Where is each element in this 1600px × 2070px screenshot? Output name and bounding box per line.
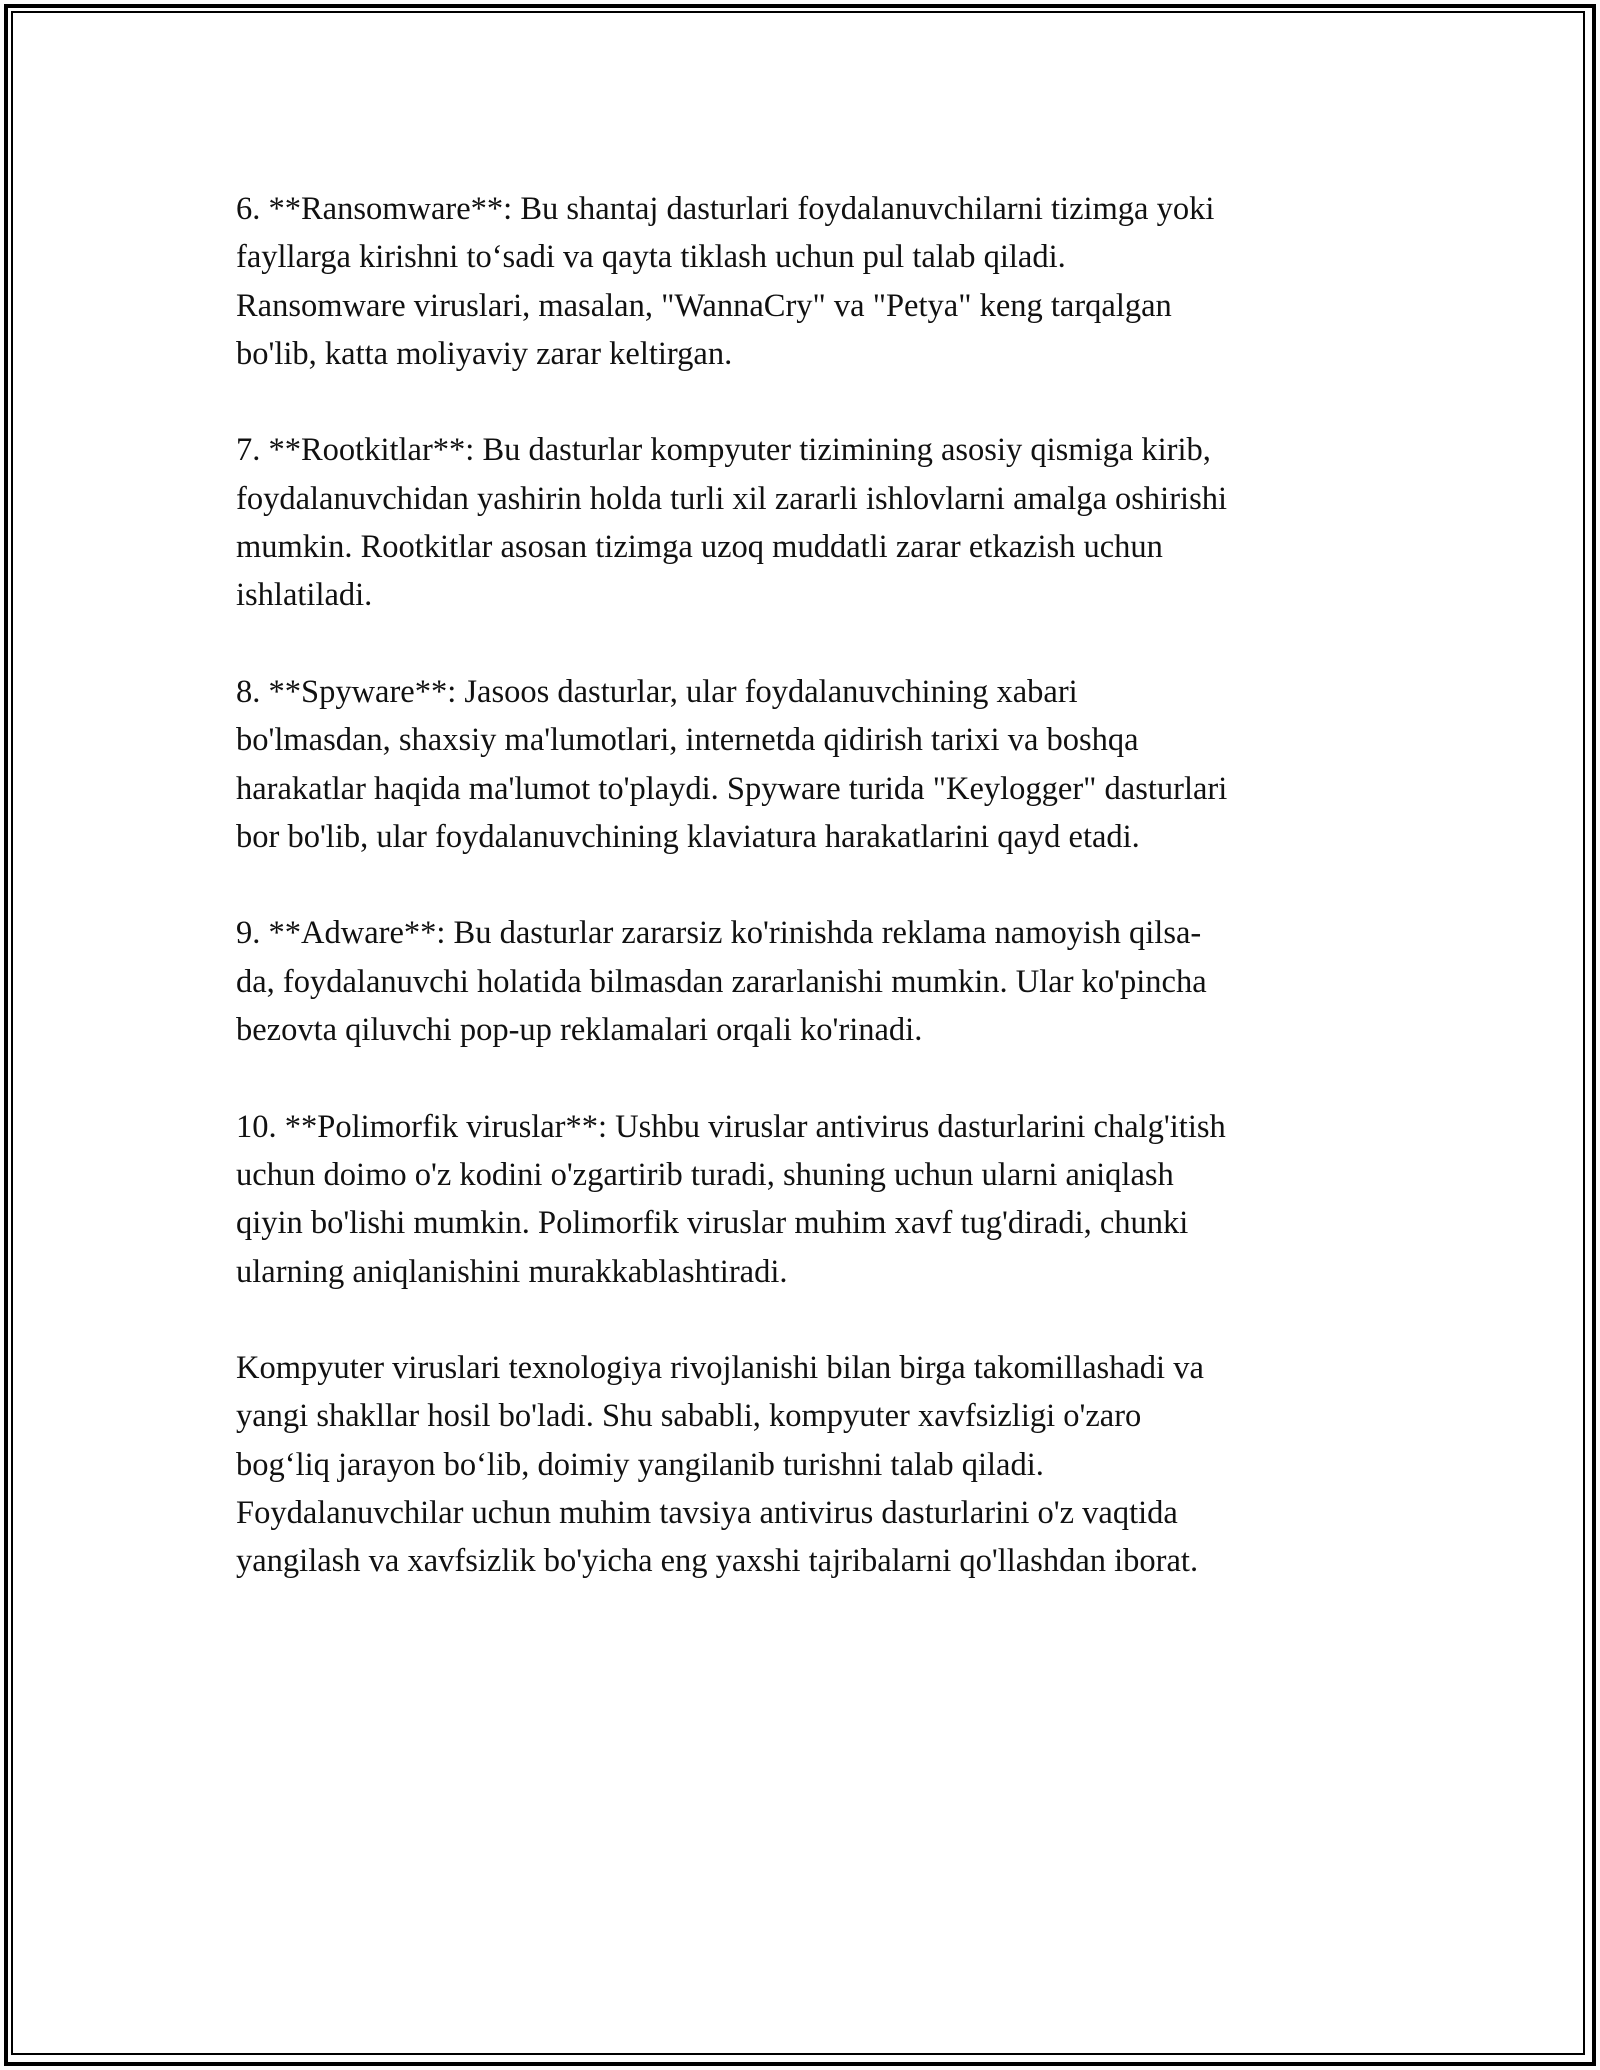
text-line: harakatlar haqida ma'lumot to'playdi. Spyware turida "Keylogger" dasturlari [236, 770, 1228, 807]
text-line: yangilash va xavfsizlik bo'yicha eng yaxshi tajribalarni qo'llashdan iborat. [236, 1543, 1199, 1580]
text-line: fayllarga kirishni to‘sadi va qayta tiklash uchun pul talab qiladi. [236, 239, 1066, 276]
text-line: Foydalanuvchilar uchun muhim tavsiya antivirus dasturlarini o'z vaqtida [236, 1495, 1178, 1532]
text-line: bog‘liq jarayon bo‘lib, doimiy yangilanib turishni talab qiladi. [236, 1446, 1044, 1483]
text-line: bor bo'lib, ular foydalanuvchining klaviatura harakatlarini qayd etadi. [236, 818, 1140, 855]
paragraph-spyware [236, 668, 1376, 861]
paragraph-rootkitlar [236, 426, 1376, 619]
paragraph-conclusion [236, 1344, 1376, 1585]
paragraph-polimorfik [236, 1103, 1376, 1296]
paragraph-ransomware [236, 185, 1376, 378]
text-line: foydalanuvchidan yashirin holda turli xil zararli ishlovlarni amalga oshirishi [236, 480, 1227, 517]
text-line: bo'lib, katta moliyaviy zarar keltirgan. [236, 335, 733, 372]
text-line: 7. **Rootkitlar**: Bu dasturlar kompyuter tizimining asosiy qismiga kirib, [236, 432, 1211, 469]
text-line: ularning aniqlanishini murakkablashtiradi. [236, 1253, 788, 1290]
text-line: 9. **Adware**: Bu dasturlar zararsiz ko'rinishda reklama namoyish qilsa- [236, 915, 1202, 952]
text-line: Ransomware viruslari, masalan, "WannaCry" va "Petya" keng tarqalgan [236, 287, 1172, 324]
text-line: 6. **Ransomware**: Bu shantaj dasturlari foydalanuvchilarni tizimga yoki [236, 191, 1215, 227]
text-line: uchun doimo o'z kodini o'zgartirib turadi, shuning uchun ularni aniqlash [236, 1156, 1174, 1193]
text-line: qiyin bo'lishi mumkin. Polimorfik viruslar muhim xavf tug'diradi, chunki [236, 1205, 1189, 1242]
paragraph-adware [236, 909, 1376, 1054]
text-line: bo'lmasdan, shaxsiy ma'lumotlari, internetda qidirish tarixi va boshqa [236, 722, 1139, 759]
document-body [236, 185, 1376, 1634]
text-line: mumkin. Rootkitlar asosan tizimga uzoq muddatli zarar etkazish uchun [236, 529, 1163, 566]
text-line: yangi shakllar hosil bo'ladi. Shu sababli, kompyuter xavfsizligi o'zaro [236, 1398, 1142, 1435]
text-line: bezovta qiluvchi pop-up reklamalari orqali ko'rinadi. [236, 1012, 923, 1049]
text-line: Kompyuter viruslari texnologiya rivojlanishi bilan birga takomillashadi va [236, 1350, 1204, 1387]
text-line: da, foydalanuvchi holatida bilmasdan zararlanishi mumkin. Ular ko'pincha [236, 963, 1207, 1000]
text-line: 10. **Polimorfik viruslar**: Ushbu viruslar antivirus dasturlarini chalg'itish [236, 1108, 1226, 1145]
text-line: ishlatiladi. [236, 577, 373, 614]
text-line: 8. **Spyware**: Jasoos dasturlar, ular foydalanuvchining xabari [236, 673, 1078, 710]
